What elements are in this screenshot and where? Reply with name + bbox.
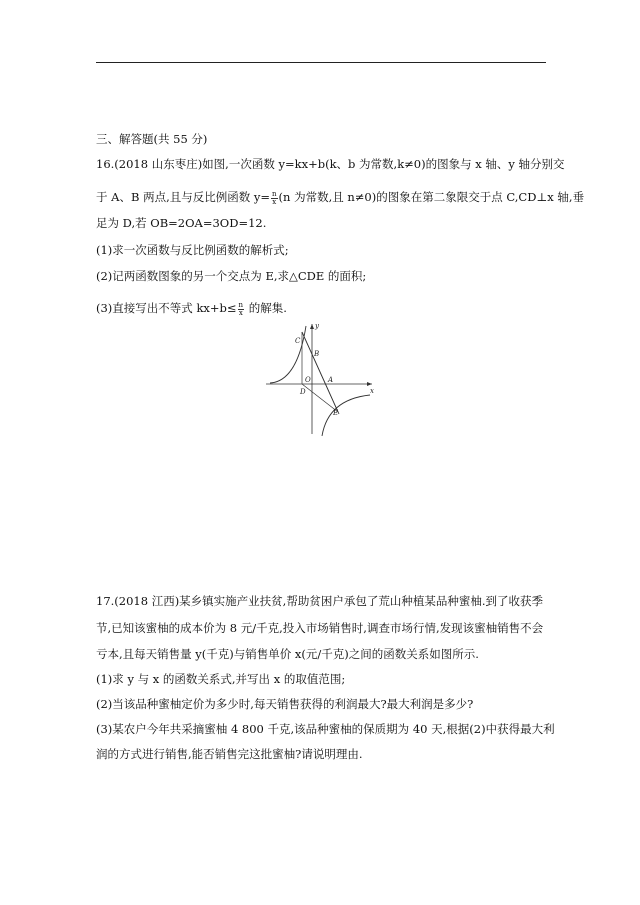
q16-part-3 [96, 300, 287, 317]
label-a: A [328, 376, 334, 384]
q16-line-2-pre: 于 A、B 两点,且与反比例函数 y= [96, 190, 271, 204]
section-title: 三、解答题(共 55 分) [96, 132, 208, 146]
q16-line-2 [96, 189, 584, 206]
q17-part-1: (1)求 y 与 x 的函数关系式,并写出 x 的取值范围; [96, 672, 346, 686]
q16-figure [262, 318, 378, 436]
label-y: y [315, 322, 319, 330]
q16-line-1: 16.(2018 山东枣庄)如图,一次函数 y=kx+b(k、b 为常数,k≠0)的图象与 x 轴、y 轴分别交 [96, 157, 565, 171]
q17-line-2: 节,已知该蜜柚的成本价为 8 元/千克,投入市场销售时,调查市场行情,发现该蜜柚销售不会 [96, 621, 544, 635]
hyperbola-branch-right [322, 395, 370, 436]
q16-part-1: (1)求一次函数与反比例函数的解析式; [96, 243, 289, 257]
label-e: E [333, 409, 339, 417]
q16-part-3-pre: (3)直接写出不等式 kx+b≤ [96, 301, 237, 315]
q16-line-3: 足为 D,若 OB=2OA=3OD=12. [96, 216, 267, 230]
q17-part-3-line-2: 润的方式进行销售,能否销售完这批蜜柚?请说明理由. [96, 747, 363, 761]
q17-part-3-line-1: (3)某农户今年共采摘蜜柚 4 800 千克,该品种蜜柚的保质期为 40 天,根据(2)中获得最大利 [96, 722, 555, 736]
fraction-numerator-2: n [238, 300, 244, 309]
q16-line-2-post: (n 为常数,且 n≠0)的图象在第二象限交于点 C,CD⊥x 轴,垂 [278, 190, 585, 204]
label-x: x [370, 387, 374, 395]
label-o: O [305, 376, 311, 384]
fraction-numerator: n [272, 189, 277, 198]
fraction-n-over-x [271, 191, 278, 206]
header-rule [96, 62, 546, 63]
y-axis-arrow [310, 324, 314, 329]
x-axis-arrow [367, 382, 372, 386]
fraction-denominator: x [272, 197, 277, 206]
q17-line-3: 亏本,且每天销售量 y(千克)与销售单价 x(元/千克)之间的函数关系如图所示. [96, 647, 479, 661]
q17-line-1: 17.(2018 江西)某乡镇实施产业扶贫,帮助贫困户承包了荒山种植某品种蜜柚.到了收获季 [96, 594, 543, 608]
segment-ce [302, 332, 338, 412]
label-c: C [295, 337, 301, 345]
fraction-denominator-2: x [238, 308, 243, 317]
label-b: B [314, 350, 320, 358]
q16-part-3-post: 的解集. [245, 301, 287, 315]
hyperbola-branch-left [270, 326, 306, 383]
label-d: D [300, 388, 306, 396]
q17-part-2: (2)当该品种蜜柚定价为多少时,每天销售获得的利润最大?最大利润是多少? [96, 697, 474, 711]
segment-de [302, 384, 338, 412]
q16-part-2: (2)记两函数图象的另一个交点为 E,求△CDE 的面积; [96, 269, 367, 283]
fraction-n-over-x-2 [238, 302, 245, 317]
